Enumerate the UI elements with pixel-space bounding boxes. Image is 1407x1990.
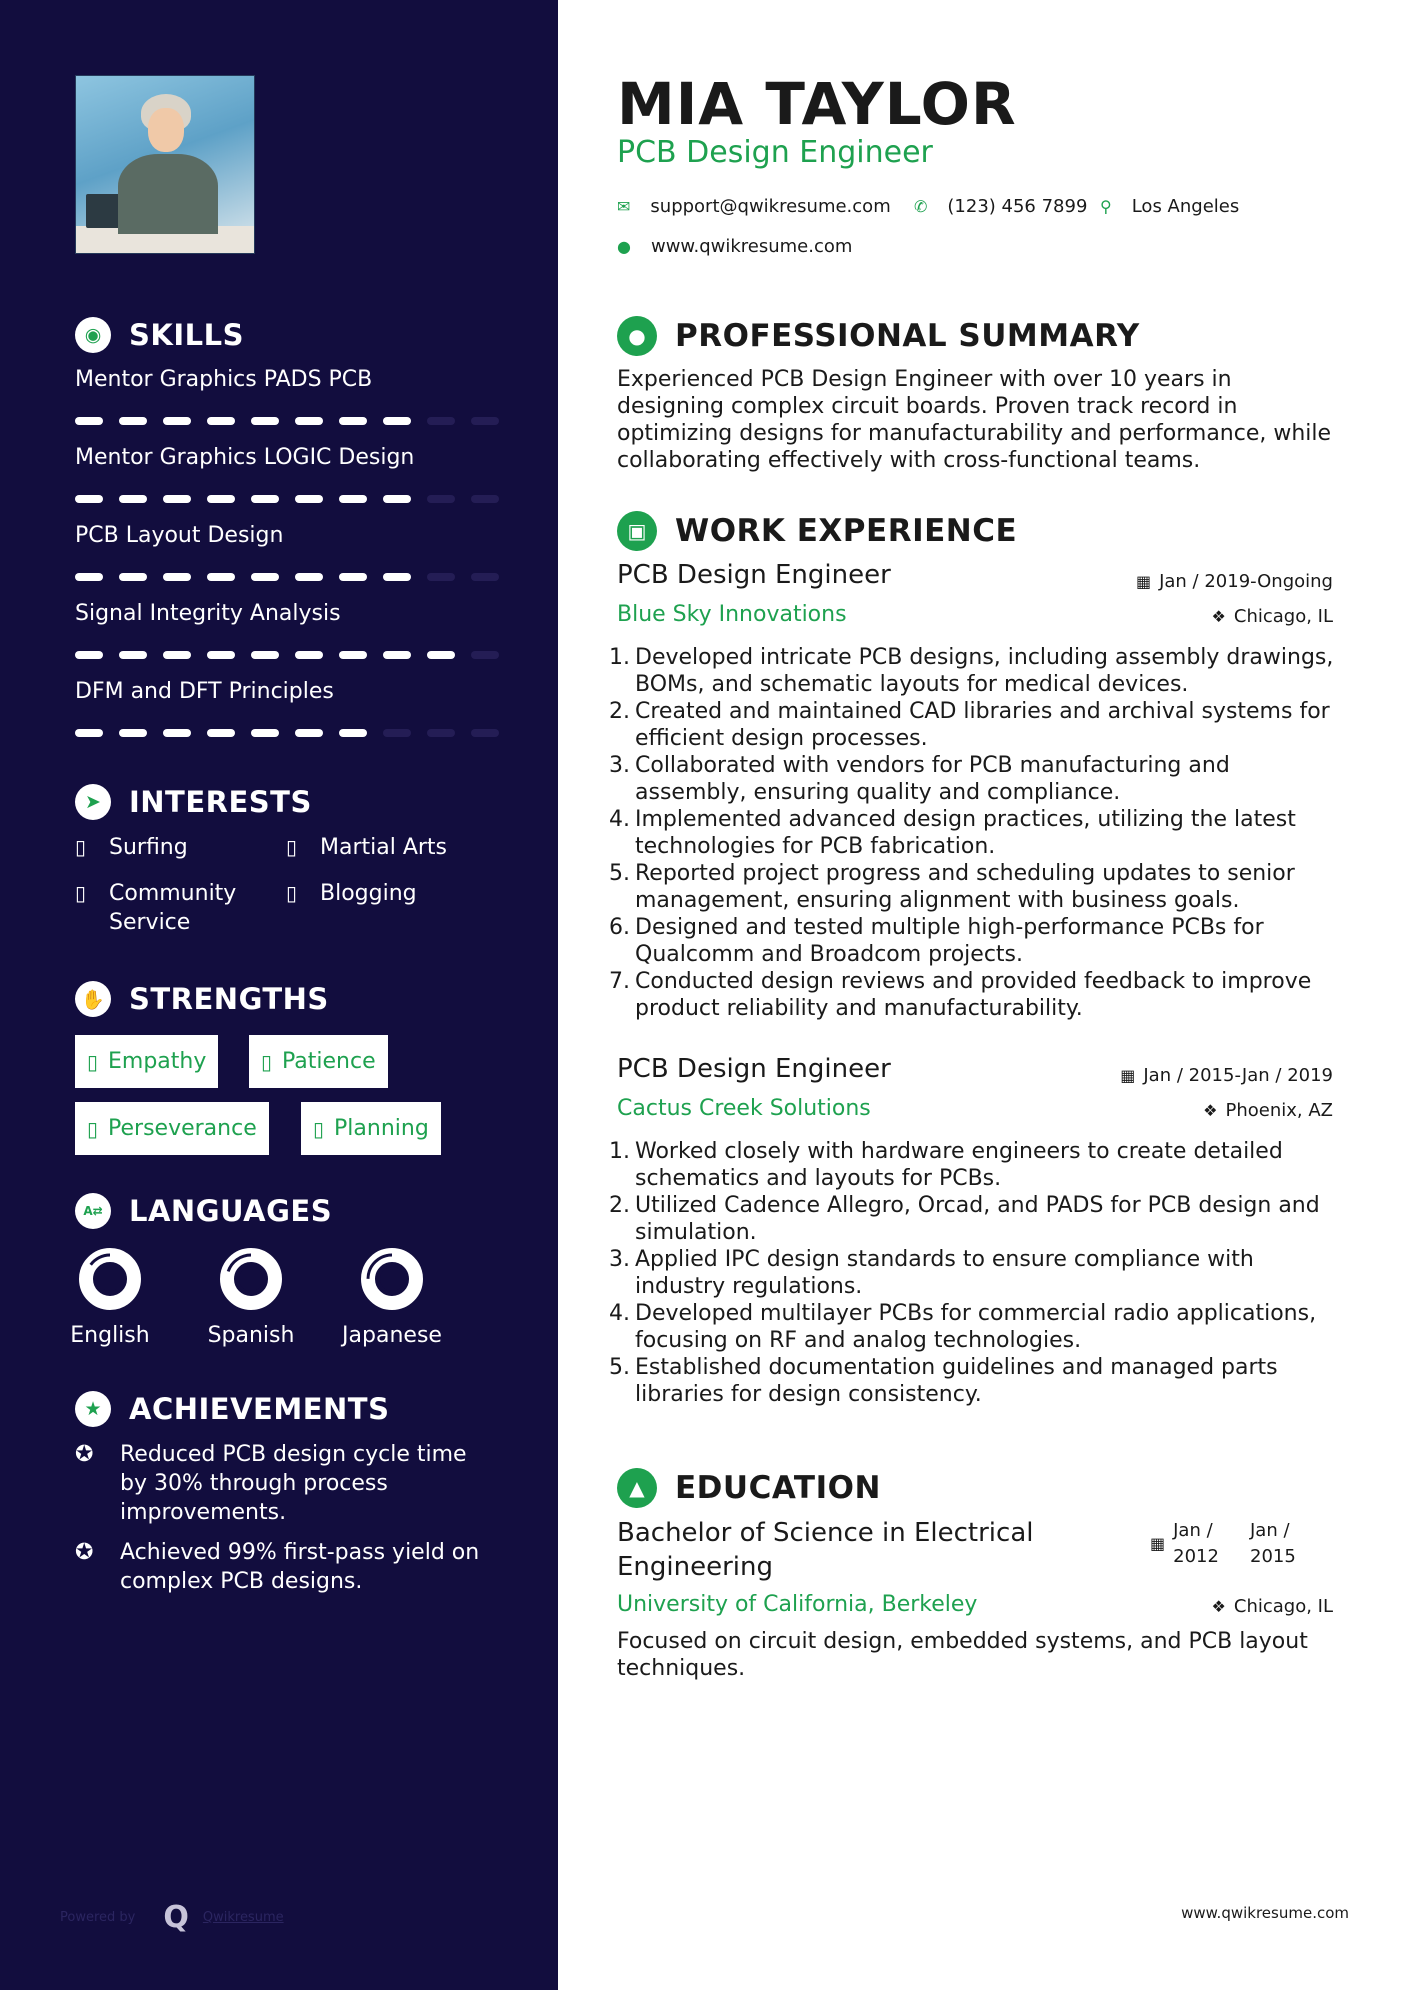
list-item: 5. Reported project progress and scheduling updates to senior management, ensuring alignment with business goals. (609, 861, 1295, 913)
skill-dash-empty (427, 729, 455, 737)
list-item: 5. Established documentation guidelines and managed parts libraries for design consistency. (609, 1355, 1278, 1407)
summary-heading: ● PROFESSIONAL SUMMARY (617, 316, 1140, 356)
job-dates: ▦ Jan / 2019-Ongoing (1135, 571, 1333, 592)
education-location: ❖ Chicago, IL (1211, 1596, 1333, 1617)
skill-dash-filled (295, 573, 323, 581)
skill-dash-filled (339, 417, 367, 425)
star-badge-icon: ★ (75, 1391, 111, 1427)
skill-dash-filled (119, 417, 147, 425)
job-duties-list (609, 644, 1339, 1022)
skill-label: Signal Integrity Analysis (75, 601, 341, 626)
list-item: 2. Utilized Cadence Allegro, Orcad, and PADS for PCB design and simulation. (609, 1193, 1320, 1245)
education-description: Focused on circuit design, embedded systems, and PCB layout techniques. (617, 1629, 1308, 1681)
calendar-icon: ▦ (1120, 1066, 1136, 1085)
skill-dash-filled (163, 729, 191, 737)
list-item: 1. Developed intricate PCB designs, including assembly drawings, BOMs, and schematic layouts for medical devices. (609, 645, 1334, 697)
book-icon: ▯ (75, 835, 87, 859)
skills-heading: ◉ SKILLS (75, 317, 244, 353)
language-proficiency-ring (219, 1247, 283, 1311)
achievement-item: ✪ Achieved 99% first-pass yield on complex PCB designs. (75, 1540, 480, 1594)
summary-text: Experienced PCB Design Engineer with over 10 years in designing complex circuit boards. Proven track record in optimizing designs for manufacturability and performance, while collaborating effectively with cross-functional teams. (617, 367, 1332, 473)
skill-label: Mentor Graphics LOGIC Design (75, 445, 415, 470)
book-icon: ▯ (313, 1116, 325, 1141)
skill-dash-filled (295, 729, 323, 737)
book-icon: ▯ (286, 835, 298, 859)
job-company: Cactus Creek Solutions (617, 1096, 871, 1121)
list-item: 3. Applied IPC design standards to ensure compliance with industry regulations. (609, 1247, 1254, 1299)
strengths-heading: ✋ STRENGTHS (75, 981, 329, 1017)
skill-dash-empty (471, 417, 499, 425)
job-dates: ▦ Jan / 2015-Jan / 2019 (1120, 1065, 1333, 1086)
footer-website[interactable]: www.qwikresume.com (1181, 1904, 1349, 1922)
list-item: 2. Created and maintained CAD libraries and archival systems for efficient design processes. (609, 699, 1330, 751)
achievements-heading: ★ ACHIEVEMENTS (75, 1391, 389, 1427)
book-icon: ▯ (87, 1116, 99, 1141)
book-icon: ▯ (286, 881, 298, 905)
skill-dash-filled (119, 729, 147, 737)
contact-email[interactable]: ✉ support@qwikresume.com (617, 196, 891, 217)
star-icon: ✪ (75, 1540, 94, 1565)
star-icon: ✪ (75, 1442, 94, 1467)
job-company: Blue Sky Innovations (617, 602, 847, 627)
skill-dash-filled (75, 651, 103, 659)
skill-dash-filled (251, 495, 279, 503)
skill-dash-filled (207, 417, 235, 425)
skill-dash-filled (207, 729, 235, 737)
graduate-icon: ▲ (617, 1468, 657, 1508)
skill-dash-empty (471, 729, 499, 737)
skill-dash-empty (471, 651, 499, 659)
skill-dash-filled (295, 495, 323, 503)
phone-icon: ✆ (914, 197, 928, 216)
skill-dash-filled (75, 729, 103, 737)
interest-item: ▯ Surfing (75, 835, 188, 860)
strength-tag: ▯ Patience (249, 1035, 388, 1088)
skill-dash-filled (207, 573, 235, 581)
skill-rating-bar (75, 573, 495, 581)
skill-dash-filled (75, 573, 103, 581)
skill-rating-bar (75, 495, 495, 503)
skill-dash-filled (251, 417, 279, 425)
skill-dash-filled (163, 573, 191, 581)
skill-rating-bar (75, 729, 495, 737)
user-icon: ● (617, 316, 657, 356)
education-start-date: ▦ Jan / 2012 (1150, 1518, 1229, 1570)
sidebar (0, 0, 558, 1990)
skill-dash-filled (295, 417, 323, 425)
strength-tag: ▯ Planning (301, 1102, 441, 1155)
skill-dash-empty (427, 417, 455, 425)
list-item: 1. Worked closely with hardware engineers to create detailed schematics and layouts for PCBs. (609, 1139, 1283, 1191)
skill-dash-filled (119, 573, 147, 581)
interest-item: ▯ Blogging (286, 881, 417, 906)
candidate-title: PCB Design Engineer (617, 135, 933, 170)
achievement-item: ✪ Reduced PCB design cycle time by 30% through process improvements. (75, 1442, 467, 1525)
skill-label: DFM and DFT Principles (75, 679, 334, 704)
skill-dash-filled (163, 495, 191, 503)
lightbulb-icon: ◉ (75, 317, 111, 353)
skill-dash-filled (339, 729, 367, 737)
skill-dash-filled (427, 651, 455, 659)
list-item: 3. Collaborated with vendors for PCB manufacturing and assembly, ensuring quality and compliance. (609, 753, 1230, 805)
strength-tag: ▯ Perseverance (75, 1102, 269, 1155)
skill-dash-filled (339, 651, 367, 659)
skill-dash-empty (471, 573, 499, 581)
pushpin-icon: ❖ (1211, 1597, 1226, 1616)
skill-dash-filled (163, 417, 191, 425)
education-heading: ▲ EDUCATION (617, 1468, 881, 1508)
skill-dash-filled (75, 495, 103, 503)
skill-label: Mentor Graphics PADS PCB (75, 367, 373, 392)
language-proficiency-ring (360, 1247, 424, 1311)
languages-heading: A⇄ LANGUAGES (75, 1193, 332, 1229)
ring-center (380, 1267, 404, 1291)
job-duties-list (609, 1138, 1339, 1408)
job-title: PCB Design Engineer (617, 1054, 891, 1084)
language-spanish: Spanish (186, 1247, 316, 1348)
school-name: University of California, Berkeley (617, 1592, 978, 1617)
skill-dash-filled (251, 651, 279, 659)
map-pin-icon: ⚲ (1100, 197, 1112, 216)
translate-icon: A⇄ (75, 1193, 111, 1229)
skill-dash-empty (427, 495, 455, 503)
skill-dash-filled (251, 573, 279, 581)
job-location: ❖ Phoenix, AZ (1203, 1100, 1333, 1121)
interest-item: ▯ Community Service (75, 881, 237, 935)
powered-by: Powered by Q Qwikresume (60, 1900, 284, 1935)
skill-rating-bar (75, 417, 495, 425)
skill-dash-filled (163, 651, 191, 659)
book-icon: ▯ (261, 1049, 273, 1074)
skill-dash-filled (207, 495, 235, 503)
skill-dash-filled (295, 651, 323, 659)
interest-item: ▯ Martial Arts (286, 835, 448, 860)
job-title: PCB Design Engineer (617, 560, 891, 590)
skill-dash-empty (383, 729, 411, 737)
contact-website[interactable]: ● www.qwikresume.com (617, 236, 853, 257)
skill-dash-filled (339, 573, 367, 581)
skill-dash-filled (339, 495, 367, 503)
job-location: ❖ Chicago, IL (1211, 606, 1333, 627)
skill-dash-filled (383, 573, 411, 581)
paper-plane-icon: ➤ (75, 784, 111, 820)
list-item: 7. Conducted design reviews and provided feedback to improve product reliability and manufacturability. (609, 969, 1312, 1021)
skill-dash-filled (383, 651, 411, 659)
skill-rating-bar (75, 651, 495, 659)
hand-icon: ✋ (75, 981, 111, 1017)
language-japanese: Japanese (327, 1247, 457, 1348)
skill-dash-filled (75, 417, 103, 425)
qwikresume-logo-icon: Q (163, 1900, 189, 1935)
profile-photo (75, 75, 255, 254)
brand-link[interactable]: Qwikresume (202, 1910, 284, 1925)
language-english: English (45, 1247, 175, 1348)
skill-dash-filled (119, 495, 147, 503)
education-end-date: Jan / 2015 (1250, 1520, 1296, 1567)
ring-center (98, 1267, 122, 1291)
list-item: 6. Designed and tested multiple high-performance PCBs for Qualcomm and Broadcom projects. (609, 915, 1264, 967)
skill-dash-empty (471, 495, 499, 503)
interests-heading: ➤ INTERESTS (75, 784, 312, 820)
strength-tag: ▯ Empathy (75, 1035, 218, 1088)
language-proficiency-ring (78, 1247, 142, 1311)
candidate-name: MIA TAYLOR (617, 70, 1017, 138)
pushpin-icon: ❖ (1211, 607, 1226, 626)
skill-dash-filled (119, 651, 147, 659)
book-icon: ▯ (75, 881, 87, 905)
pushpin-icon: ❖ (1203, 1101, 1218, 1120)
experience-heading: ▣ WORK EXPERIENCE (617, 511, 1017, 551)
contact-location: ⚲ Los Angeles (1100, 196, 1240, 217)
skill-dash-filled (207, 651, 235, 659)
degree-title: Bachelor of Science in Electrical Engineering (617, 1518, 1034, 1582)
globe-icon: ● (617, 237, 631, 256)
list-item: 4. Developed multilayer PCBs for commercial radio applications, focusing on RF and analog technologies. (609, 1301, 1317, 1353)
list-item: 4. Implemented advanced design practices, utilizing the latest technologies for PCB fabrication. (609, 807, 1296, 859)
skill-dash-filled (383, 417, 411, 425)
skill-dash-empty (427, 573, 455, 581)
calendar-icon: ▦ (1150, 1534, 1166, 1553)
calendar-icon: ▦ (1135, 572, 1152, 591)
ring-center (239, 1267, 263, 1291)
contact-phone[interactable]: ✆ (123) 456 7899 (914, 196, 1088, 217)
book-icon: ▯ (87, 1049, 99, 1074)
office-chair-icon: ▣ (617, 511, 657, 551)
skill-dash-filled (251, 729, 279, 737)
skill-label: PCB Layout Design (75, 523, 284, 548)
envelope-icon: ✉ (617, 197, 631, 216)
skill-dash-filled (383, 495, 411, 503)
